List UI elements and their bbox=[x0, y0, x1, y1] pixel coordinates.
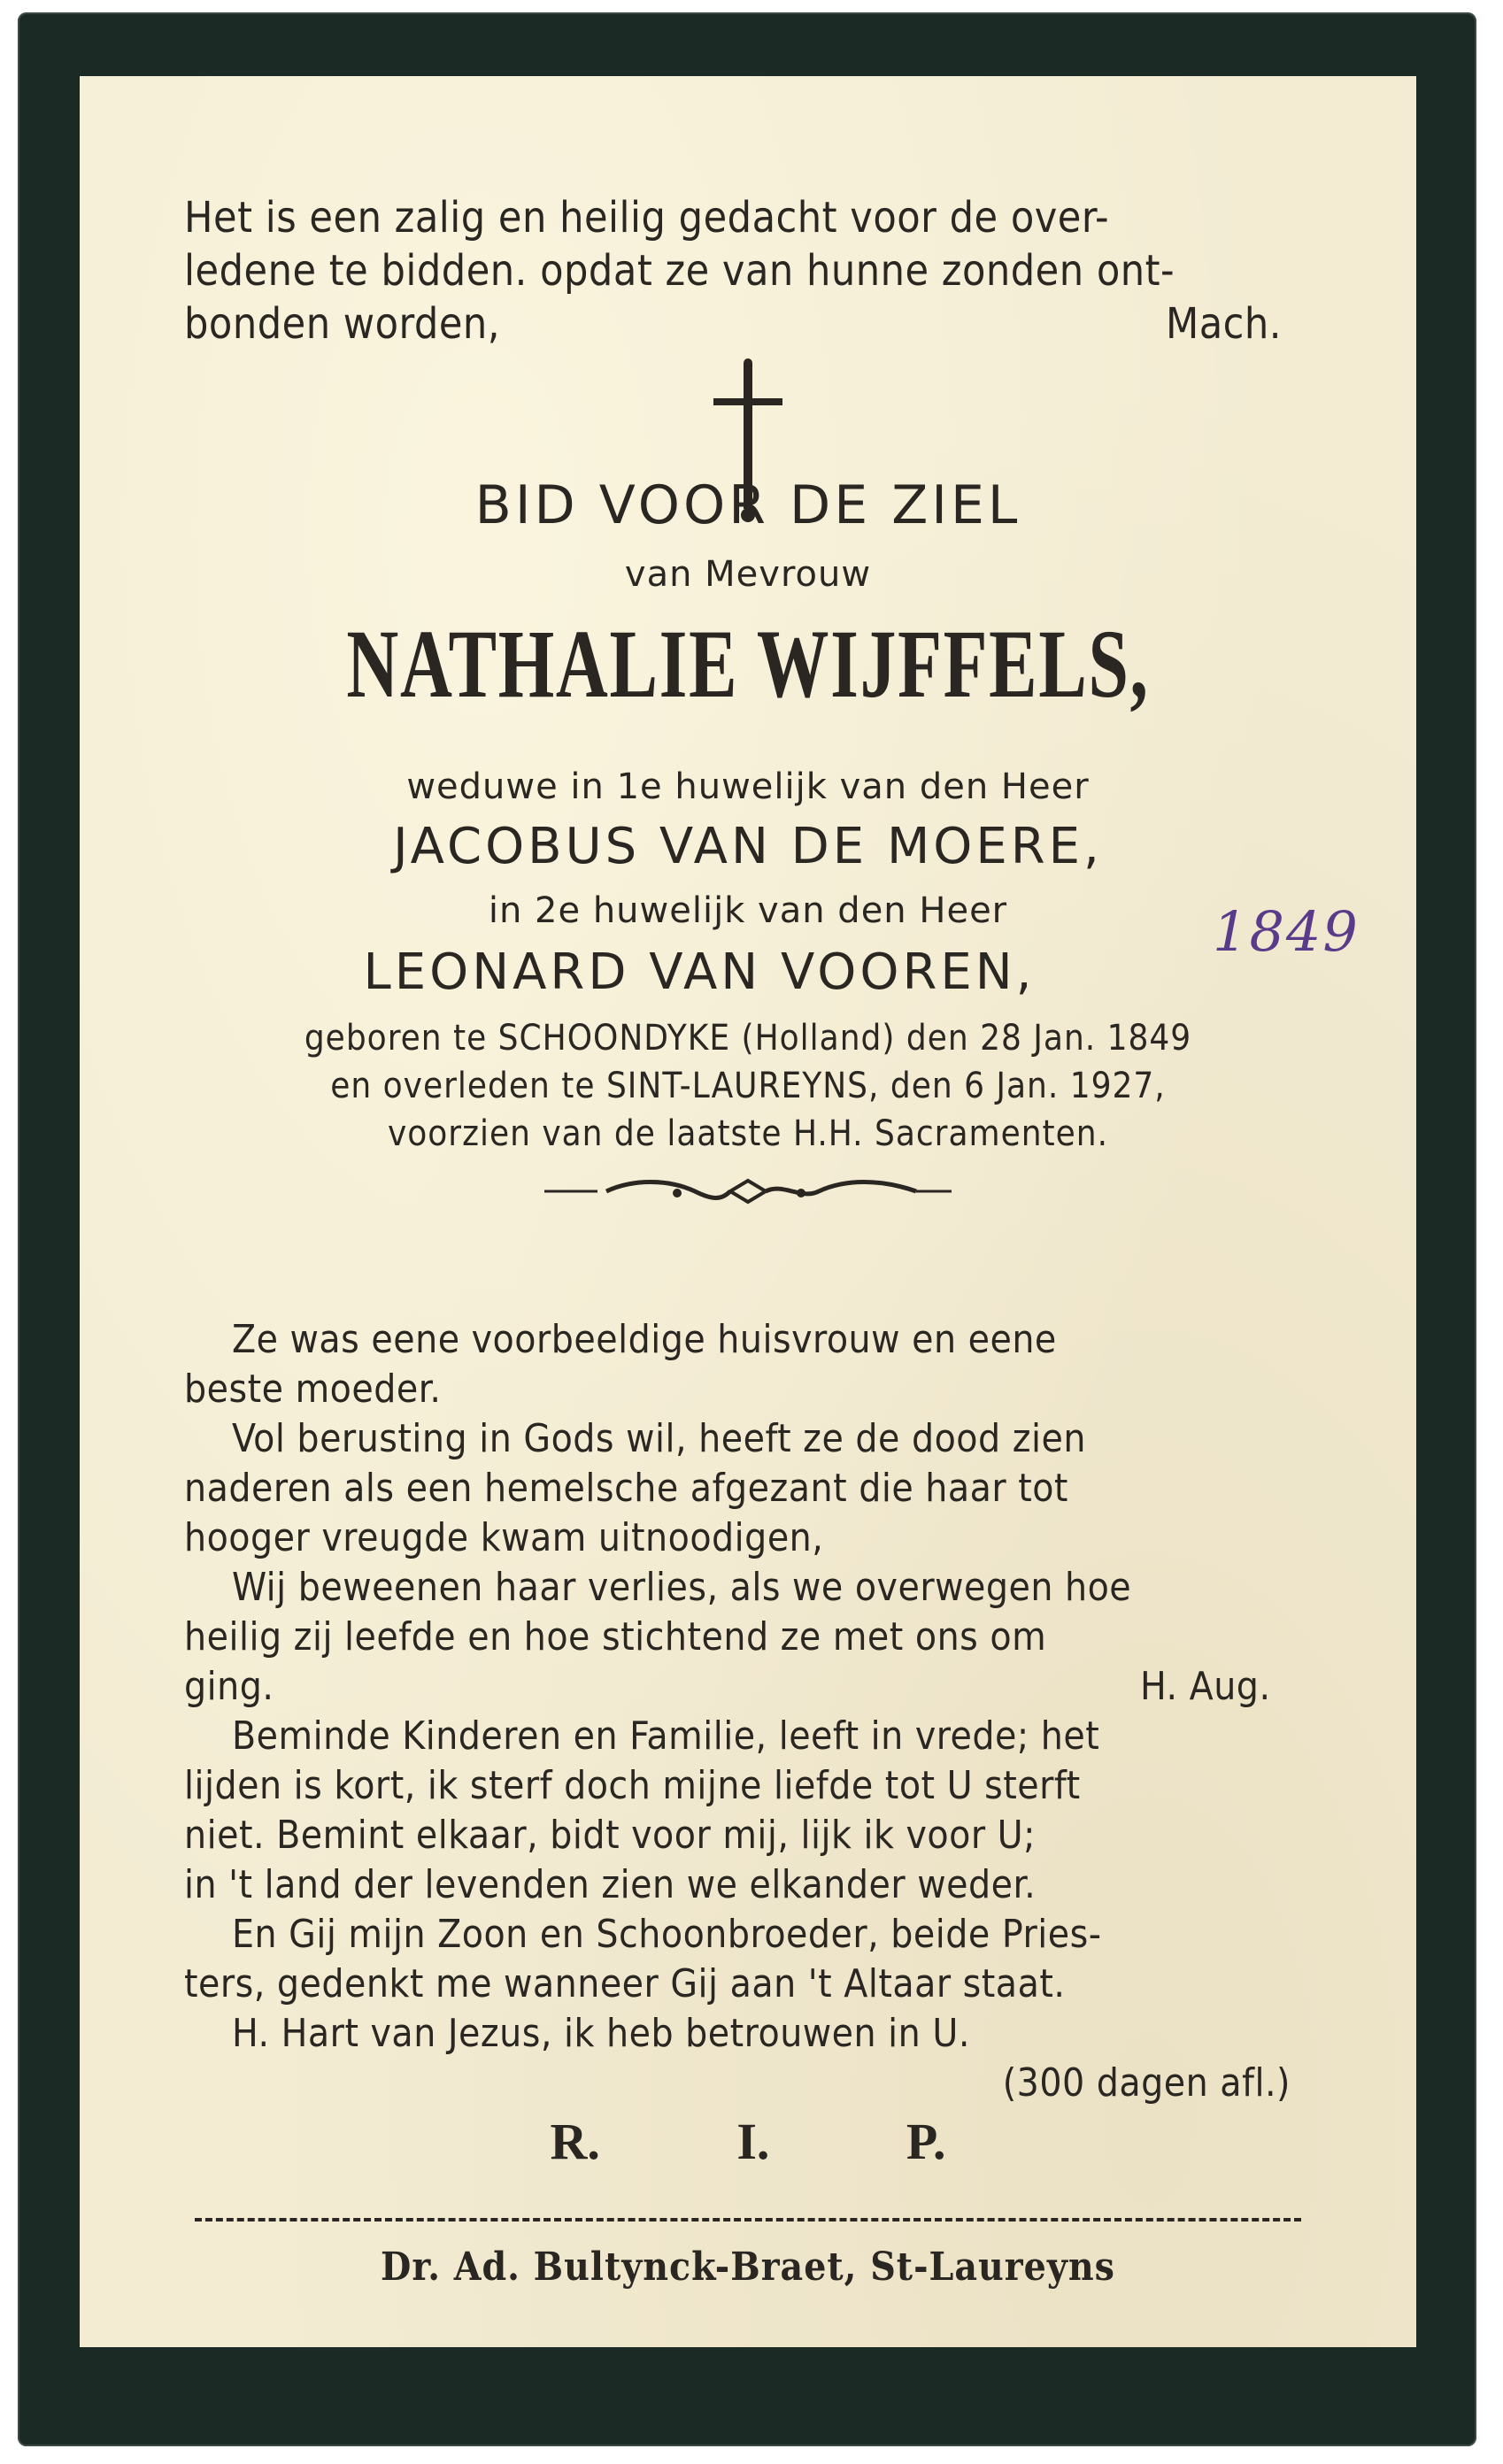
handwritten-year: 1849 bbox=[1213, 899, 1360, 964]
body-line: Wij beweenen haar verlies, als we overwegen hoe bbox=[232, 1565, 1132, 1610]
first-husband-name: JACOBUS VAN DE MOERE, bbox=[393, 818, 1103, 875]
body-line: En Gij mijn Zoon en Schoonbroeder, beide Pries- bbox=[232, 1912, 1102, 1957]
rip-abbreviation: R. I. P. bbox=[550, 2113, 946, 2170]
second-marriage-line: in 2e huwelijk van den Heer bbox=[488, 890, 1008, 931]
body-line: heilig zij leefde en hoe stichtend ze met ons om bbox=[184, 1614, 1047, 1659]
prayer-heading: BID VOOR DE ZIEL bbox=[474, 474, 1021, 536]
body-line: naderen als een hemelsche afgezant die haar tot bbox=[184, 1466, 1068, 1511]
second-husband-name: LEONARD VAN VOOREN, bbox=[363, 943, 1036, 1001]
death-line: en overleden te SINT-LAUREYNS, den 6 Jan. 1927, bbox=[330, 1066, 1166, 1106]
opening-verse bbox=[184, 191, 1335, 350]
memorial-card-paper bbox=[80, 76, 1416, 2347]
augustine-reference: H. Aug. bbox=[1140, 1664, 1271, 1709]
body-line: H. Hart van Jezus, ik heb betrouwen in U. bbox=[232, 2011, 970, 2056]
body-line: in 't land der levenden zien we elkander weder. bbox=[184, 1862, 1037, 1907]
body-line bbox=[184, 1662, 1361, 1712]
verse-line: ledene te bidden. opdat ze van hunne zonden ont- bbox=[184, 246, 1175, 296]
printer-credit: Dr. Ad. Bultynck-Braet, St-Laureyns bbox=[381, 2245, 1115, 2290]
body-line: ters, gedenkt me wanneer Gij aan 't Altaar staat. bbox=[184, 1961, 1066, 2006]
body-line: beste moeder. bbox=[184, 1367, 442, 1412]
body-line: niet. Bemint elkaar, bidt voor mij, lijk ik voor U; bbox=[184, 1813, 1037, 1858]
biography-text bbox=[184, 1315, 1361, 2108]
verse-source: Mach. bbox=[1165, 299, 1282, 349]
divider-rule bbox=[195, 2218, 1301, 2221]
verse-line-text: bonden worden, bbox=[184, 299, 501, 349]
body-line-text: ging. bbox=[184, 1664, 274, 1709]
body-line: Vol berusting in Gods wil, heeft ze de dood zien bbox=[232, 1416, 1086, 1461]
first-marriage-line: weduwe in 1e huwelijk van den Heer bbox=[406, 766, 1090, 807]
verse-line: Het is een zalig en heilig gedacht voor de over- bbox=[184, 193, 1110, 243]
deceased-name: NATHALIE WIJFFELS, bbox=[346, 609, 1150, 719]
memorial-card-border bbox=[18, 12, 1476, 2446]
verse-line bbox=[184, 297, 1335, 350]
title-mevrouw: van Mevrouw bbox=[624, 554, 872, 595]
body-line: Ze was eene voorbeeldige huisvrouw en eene bbox=[232, 1317, 1057, 1362]
birth-line: geboren te SCHOONDYKE (Holland) den 28 Jan. 1849 bbox=[304, 1018, 1192, 1059]
indulgence-note: (300 dagen afl.) bbox=[1002, 2060, 1291, 2106]
body-line: lijden is kort, ik sterf doch mijne liefde tot U sterft bbox=[184, 1763, 1081, 1808]
ornament-divider-icon bbox=[544, 1174, 952, 1209]
sacraments-line: voorzien van de laatste H.H. Sacramenten. bbox=[387, 1113, 1109, 1154]
body-line: Beminde Kinderen en Familie, leeft in vrede; het bbox=[232, 1713, 1100, 1759]
body-line: hooger vreugde kwam uitnoodigen, bbox=[184, 1515, 824, 1560]
